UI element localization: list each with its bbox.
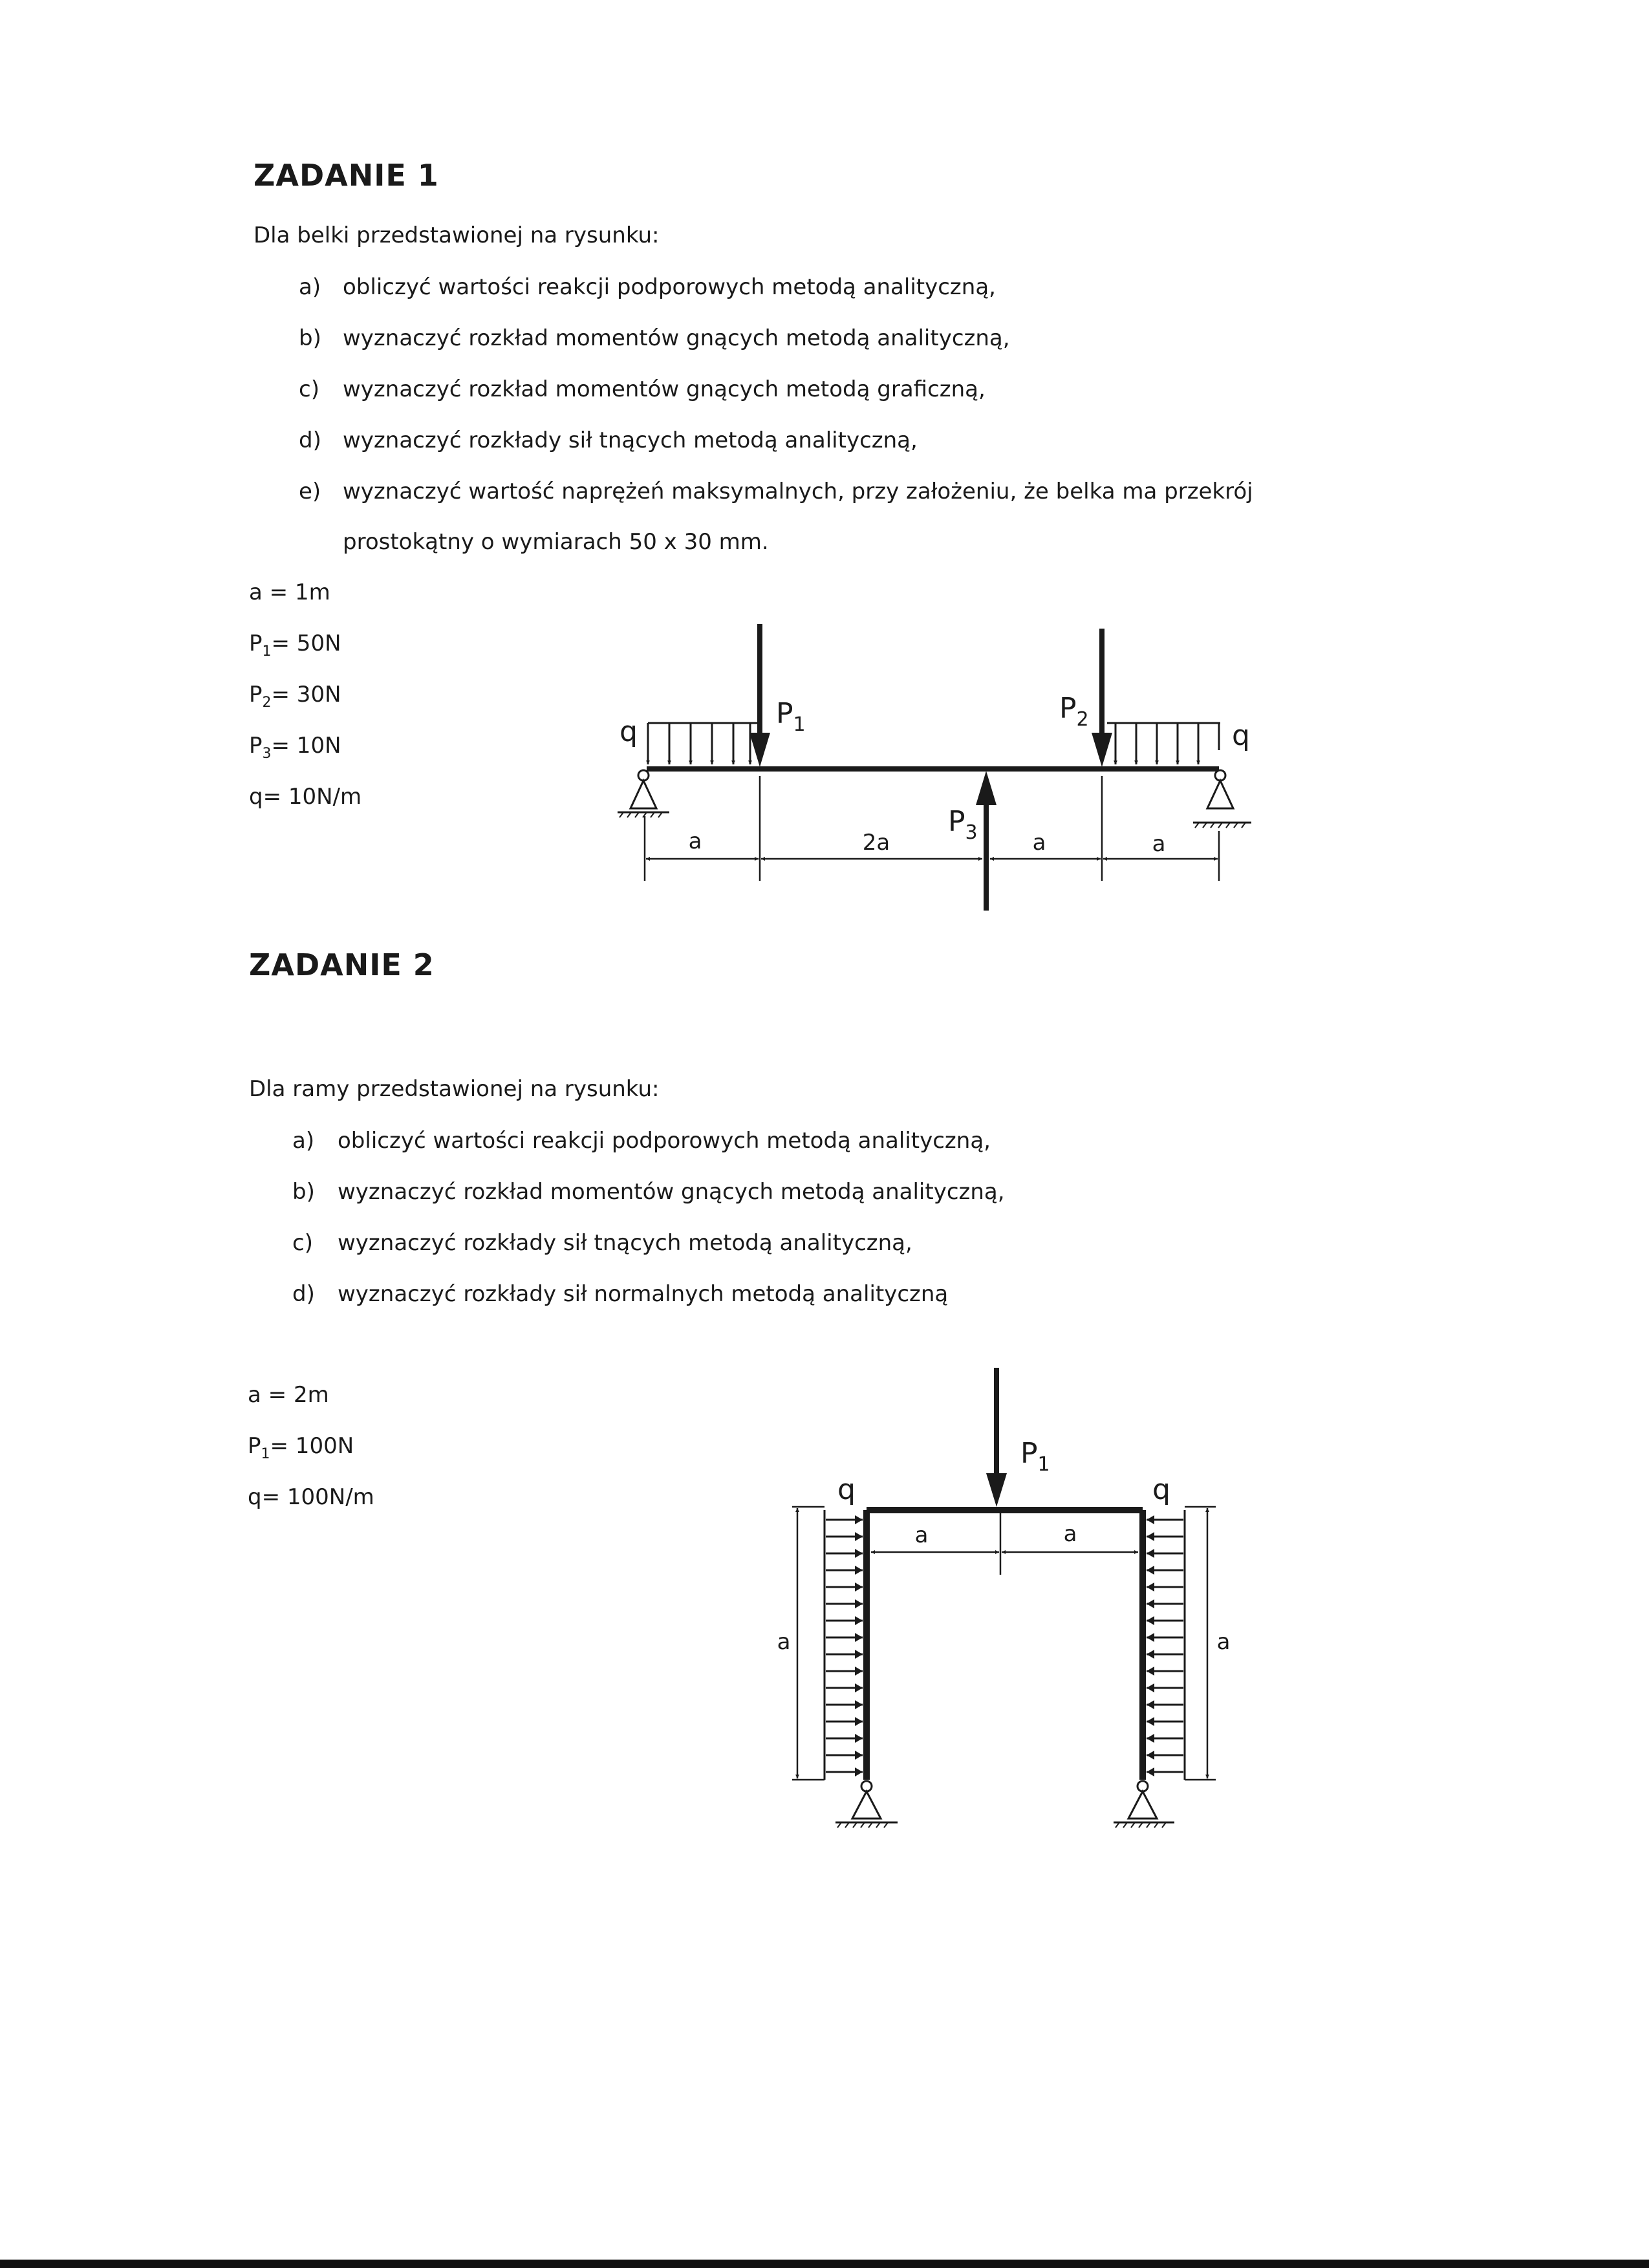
load-arrow-head: [855, 1616, 863, 1625]
frame-members: [867, 1510, 1143, 1780]
load-arrow-head: [855, 1599, 863, 1608]
param-value: = 10N: [271, 733, 341, 759]
load-arrow-head: [1147, 1532, 1154, 1541]
task1-item-b: wyznaczyć rozkład momentów gnących metodą analityczną,: [343, 325, 1010, 351]
load-arrow-head: [1147, 1767, 1154, 1777]
param-subscript: 2: [262, 694, 272, 711]
load-arrow-head: [855, 1532, 863, 1541]
task1-item-c: wyznaczyć rozkład momentów gnących metodą graficzną,: [343, 376, 986, 402]
task2-item-c: wyznaczyć rozkłady sił tnących metodą analityczną,: [338, 1230, 912, 1256]
task2-item-d: wyznaczyć rozkłady sił normalnych metodą analityczną: [338, 1281, 949, 1307]
load-arrow-head: [855, 1667, 863, 1676]
param-value: = 100N: [270, 1433, 354, 1459]
load-arrow-head: [1147, 1616, 1154, 1625]
load-arrow-head: [1147, 1717, 1154, 1726]
task1-intro: Dla belki przedstawionej na rysunku:: [253, 222, 660, 248]
param-symbol: P: [249, 631, 263, 656]
label-frame-p1: $P_1$: [1020, 1437, 1050, 1476]
param-symbol: q: [248, 1484, 262, 1510]
dim-label-2a: 2a: [862, 830, 890, 856]
right-pin-support: [1193, 770, 1251, 828]
param-value: = 30N: [271, 682, 341, 707]
label-p1: $P_1$: [776, 697, 806, 736]
load-arrow-head: [1147, 1566, 1154, 1575]
param-subscript: 1: [262, 643, 272, 660]
load-arrow-head: [855, 1582, 863, 1592]
task1-item-a: obliczyć wartości reakcji podporowych metodą analityczną,: [343, 274, 996, 300]
load-arrow-head: [855, 1566, 863, 1575]
task2-intro: Dla ramy przedstawionej na rysunku:: [249, 1076, 660, 1102]
param-symbol: a: [249, 579, 263, 605]
task1-item-b-marker: b): [299, 325, 321, 351]
beam-dimension-lines: [645, 776, 1219, 881]
load-arrow-head: [1147, 1734, 1154, 1743]
left-distributed-load: [648, 723, 758, 764]
task1-item-d-marker: d): [299, 427, 321, 453]
frame-dim-label-a-2: a: [1063, 1521, 1077, 1547]
p2-arrow: [1092, 629, 1112, 767]
load-arrow-head: [855, 1683, 863, 1692]
param-symbol: P: [249, 682, 263, 707]
load-arrow-head: [1147, 1683, 1154, 1692]
param-symbol: P: [248, 1433, 261, 1459]
load-arrow-head: [1147, 1549, 1154, 1558]
load-arrow-head: [1147, 1515, 1154, 1524]
load-arrow-head: [855, 1650, 863, 1659]
task2-item-a: obliczyć wartości reakcji podporowych metodą analityczną,: [338, 1128, 991, 1154]
load-arrow-head: [855, 1751, 863, 1760]
left-pin-support: [618, 770, 669, 817]
task1-item-e-continuation: prostokątny o wymiarach 50 x 30 mm.: [343, 529, 769, 555]
param-value: = 10N/m: [263, 784, 362, 810]
frame-dim-label-a-1: a: [914, 1522, 929, 1548]
load-arrow-head: [855, 1734, 863, 1743]
frame-dim-label-a-left: a: [777, 1629, 791, 1655]
param-value: = 100N/m: [261, 1484, 374, 1510]
right-column-load-arrows: [1147, 1515, 1183, 1777]
frame-left-pin-support: [835, 1781, 898, 1828]
load-arrow-head: [1147, 1599, 1154, 1608]
load-arrow-head: [855, 1515, 863, 1524]
dim-label-a-1: a: [688, 828, 702, 854]
p3-arrow: [976, 771, 997, 911]
load-arrow-head: [1147, 1633, 1154, 1642]
load-arrow-head: [855, 1633, 863, 1642]
label-p3: $P_3$: [948, 805, 978, 844]
param-subscript: 1: [261, 1445, 270, 1462]
label-q-right: q: [1232, 719, 1250, 752]
dim-label-a-3: a: [1152, 831, 1166, 857]
scan-bottom-edge: [0, 2260, 1649, 2268]
param-value: = 50N: [271, 631, 341, 656]
task1-item-e-marker: e): [299, 479, 321, 504]
load-arrow-head: [855, 1549, 863, 1558]
label-p2: $P_2$: [1059, 692, 1089, 731]
task2-item-d-marker: d): [292, 1281, 315, 1307]
frame-diagram: [0, 1326, 1649, 1908]
load-arrow-head: [1147, 1582, 1154, 1592]
task2-item-a-marker: a): [292, 1128, 315, 1154]
task2-item-b: wyznaczyć rozkład momentów gnących metodą analityczną,: [338, 1179, 1005, 1205]
beam-diagram: [0, 0, 1649, 938]
task1-heading: ZADANIE 1: [253, 158, 439, 193]
task2-heading: ZADANIE 2: [249, 947, 435, 982]
task1-item-c-marker: c): [299, 376, 319, 402]
task1-item-d: wyznaczyć rozkłady sił tnących metodą analityczną,: [343, 427, 918, 453]
frame-right-pin-support: [1114, 1781, 1174, 1828]
label-q-frame-right: q: [1152, 1473, 1170, 1506]
load-arrow-head: [855, 1700, 863, 1709]
label-q-left: q: [620, 715, 638, 748]
frame-dim-label-a-right: a: [1216, 1629, 1231, 1655]
param-symbol: q: [249, 784, 263, 810]
task2-item-b-marker: b): [292, 1179, 315, 1205]
param-subscript: 3: [262, 745, 272, 762]
load-arrow-head: [855, 1767, 863, 1777]
param-symbol: P: [249, 733, 263, 759]
left-column-load-arrows: [826, 1515, 863, 1777]
right-distributed-load: [1107, 723, 1220, 764]
param-symbol: a: [248, 1382, 261, 1408]
frame-p1-arrow: [986, 1368, 1007, 1507]
dim-label-a-2: a: [1032, 830, 1046, 856]
param-value: = 1m: [262, 579, 330, 605]
label-q-frame-left: q: [837, 1473, 856, 1506]
load-arrow-head: [855, 1717, 863, 1726]
p1-arrow: [749, 624, 770, 767]
param-value: = 2m: [261, 1382, 329, 1408]
task1-item-a-marker: a): [299, 274, 321, 300]
load-arrow-head: [1147, 1751, 1154, 1760]
load-arrow-head: [1147, 1700, 1154, 1709]
load-arrow-head: [1147, 1650, 1154, 1659]
load-arrow-head: [1147, 1667, 1154, 1676]
task1-item-e: wyznaczyć wartość naprężeń maksymalnych, przy założeniu, że belka ma przekrój: [343, 479, 1253, 504]
task2-item-c-marker: c): [292, 1230, 313, 1256]
